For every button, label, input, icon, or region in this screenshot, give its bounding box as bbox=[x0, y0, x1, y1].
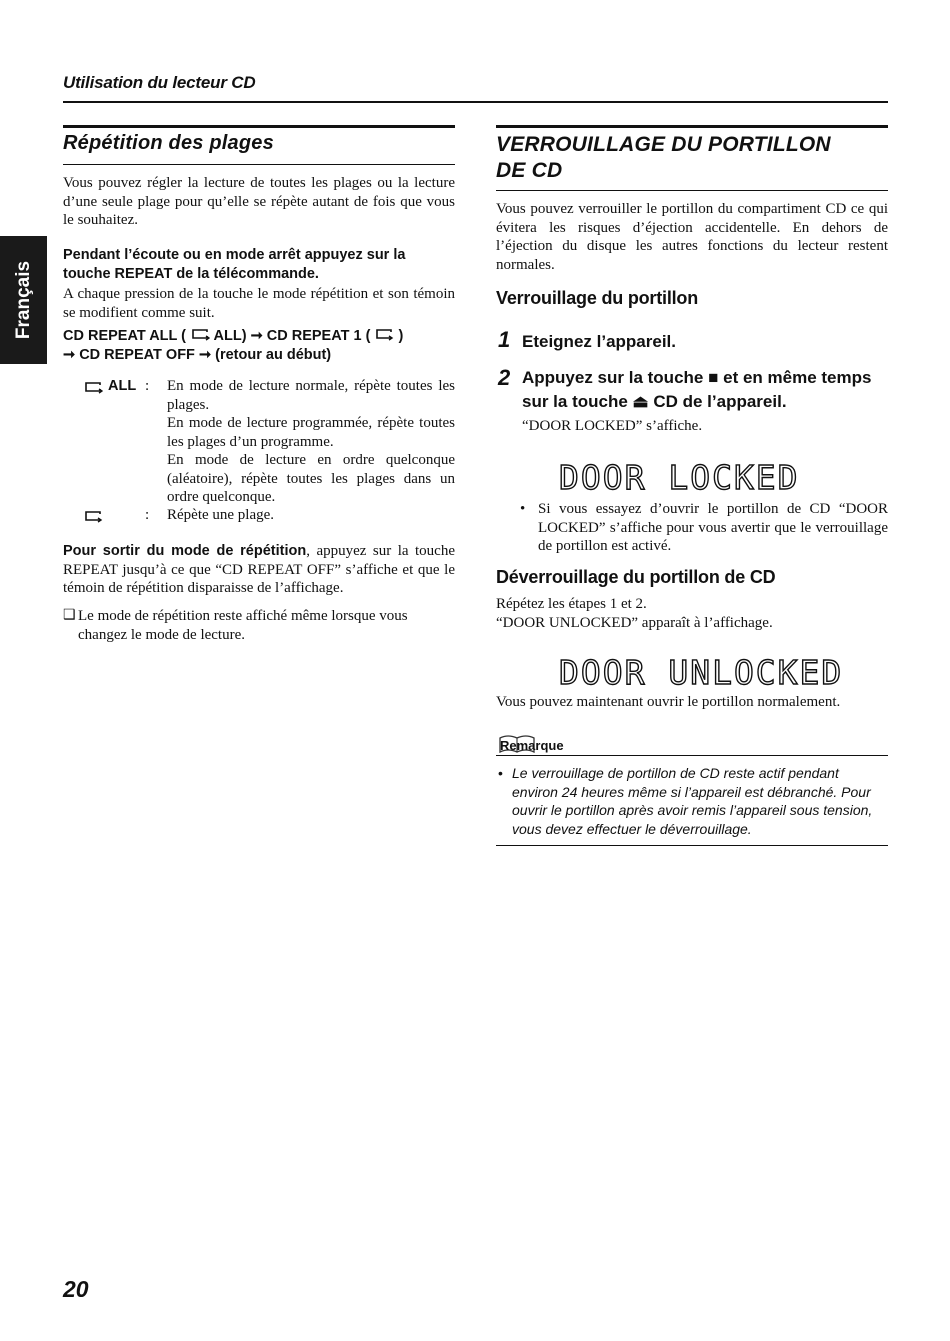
lock-bullet bbox=[520, 500, 888, 556]
repeat-one-icon bbox=[374, 327, 394, 341]
lock-subheading: Verrouillage du portillon bbox=[496, 288, 699, 308]
seq-text-all: ALL) bbox=[213, 328, 247, 344]
right-intro: Vous pouvez verrouiller le portillon du compartiment CD ce qui évitera les risques d’éjection accidentelle. En dehors de l’éjection du disque les autres fonctions du lecteur restent normales. bbox=[496, 201, 888, 273]
unlock-lines bbox=[496, 595, 888, 632]
repeat-sequence-line2 bbox=[63, 346, 455, 365]
def-val-one: Répète une plage. bbox=[167, 507, 275, 523]
arrow-icon: ➞ bbox=[63, 347, 76, 363]
right-section-title bbox=[496, 132, 888, 184]
step-2-text-b: et en même temps sur la touche bbox=[522, 368, 872, 411]
def-all-normal: En mode de lecture normale, répète toutes les plages. bbox=[167, 378, 455, 413]
remark-label: Remarque bbox=[500, 738, 564, 753]
running-header: Utilisation du lecteur CD bbox=[63, 73, 256, 92]
seq-text-return: (retour au début) bbox=[215, 347, 332, 363]
right-title-line1: VERROUILLAGE DU PORTILLON bbox=[496, 133, 831, 156]
left-section-top-rule bbox=[63, 125, 455, 128]
def-all-random: En mode de lecture en ordre quelconque (aléatoire), répète toutes les plages dans un ordre quelconque. bbox=[167, 452, 455, 505]
repeat-all-icon bbox=[83, 380, 103, 394]
unlock-line2: “DOOR UNLOCKED” apparaît à l’affichage. bbox=[496, 614, 773, 631]
def-all-program: En mode de lecture programmée, répète toutes les plages d’un programme. bbox=[167, 415, 455, 450]
left-section-title-rule bbox=[63, 164, 455, 165]
repeat-one-icon bbox=[83, 509, 103, 523]
unlock-subheading: Déverrouillage du portillon de CD bbox=[496, 567, 776, 587]
remark-header bbox=[496, 734, 888, 756]
step-2-text bbox=[522, 366, 888, 414]
repeat-sequence-line1 bbox=[63, 327, 455, 346]
right-section-title-rule bbox=[496, 190, 888, 191]
lcd-door-unlocked: DOOR UNLOCKED bbox=[559, 653, 844, 692]
after-unlock-text: Vous pouvez maintenant ouvrir le portillon normalement. bbox=[496, 694, 841, 710]
checkbox-icon: ❑ bbox=[63, 608, 76, 623]
left-exit-paragraph bbox=[63, 542, 455, 598]
exit-text: , appuyez sur la touche REPEAT jusqu’à ce que “CD REPEAT OFF” s’affiche et que le témoin de répétition disparaisse de l’affichage. bbox=[63, 543, 455, 596]
seq-text-repeat-off: CD REPEAT OFF bbox=[79, 347, 195, 363]
right-section-top-rule bbox=[496, 125, 888, 128]
step-2-number: 2 bbox=[498, 365, 511, 390]
step-1-text: Eteignez l’appareil. bbox=[522, 332, 676, 351]
left-instruction-text: A chaque pression de la touche le mode répétition et son témoin se modifient comme suit. bbox=[63, 286, 455, 321]
bullet-dot: • bbox=[498, 765, 503, 781]
def-row-one bbox=[63, 506, 455, 526]
step-2-result: “DOOR LOCKED” s’affiche. bbox=[522, 418, 703, 434]
arrow-icon: ➞ bbox=[250, 328, 263, 344]
def-colon: : bbox=[145, 507, 150, 523]
left-note bbox=[63, 607, 455, 644]
lock-bullet-text: Si vous essayez d’ouvrir le portillon de CD “DOOR LOCKED” s’affiche pour vous avertir que le verrouillage de portillon est activé. bbox=[538, 501, 888, 554]
stop-icon: ■ bbox=[708, 368, 719, 387]
remark-top-rule bbox=[496, 755, 888, 756]
lcd-door-locked: DOOR LOCKED bbox=[559, 458, 800, 497]
def-val-all bbox=[167, 377, 455, 507]
repeat-all-icon bbox=[190, 327, 210, 341]
eject-icon: ⏏ bbox=[632, 392, 649, 411]
remark-bottom-rule bbox=[496, 845, 888, 846]
language-tab-label: Français bbox=[12, 260, 34, 340]
step-2-text-a: Appuyez sur la touche bbox=[522, 368, 704, 387]
def-key-all: ALL bbox=[108, 378, 137, 394]
bullet-dot: • bbox=[520, 501, 526, 517]
seq-text-repeat-all: CD REPEAT ALL ( bbox=[63, 328, 186, 344]
right-title-line2: DE CD bbox=[496, 159, 563, 182]
left-intro: Vous pouvez régler la lecture de toutes les plages ou la lecture d’une seule plage pour qu’elle se répète autant de fois que vous le souhaitez. bbox=[63, 175, 455, 228]
step-2-text-c: CD de l’appareil. bbox=[653, 392, 787, 411]
def-row-all bbox=[63, 377, 455, 507]
seq-text-close: ) bbox=[398, 328, 404, 344]
exit-bold: Pour sortir du mode de répétition bbox=[63, 543, 307, 559]
left-note-text: Le mode de répétition reste affiché même lorsque vous changez le mode de lecture. bbox=[78, 608, 408, 643]
language-tab bbox=[0, 236, 47, 364]
arrow-icon: ➞ bbox=[198, 347, 212, 363]
seq-text-repeat-1: CD REPEAT 1 ( bbox=[266, 328, 371, 344]
unlock-line1: Répétez les étapes 1 et 2. bbox=[496, 596, 647, 612]
header-rule bbox=[63, 101, 888, 103]
left-section-title: Répétition des plages bbox=[63, 132, 274, 154]
page-number: 20 bbox=[63, 1276, 89, 1302]
step-1-number: 1 bbox=[498, 327, 511, 352]
remark-text: Le verrouillage de portillon de CD reste actif pendant environ 24 heures même si l’appareil est débranché. Pour ouvrir le portillon après avoir remis l’appareil sous tension, vous devez effectuer le déverrouillage. bbox=[512, 765, 873, 837]
left-instruction-bold: Pendant l’écoute ou en mode arrêt appuyez sur la touche REPEAT de la télécommande. bbox=[63, 247, 406, 282]
def-colon: : bbox=[145, 378, 150, 394]
remark-body bbox=[498, 764, 888, 838]
